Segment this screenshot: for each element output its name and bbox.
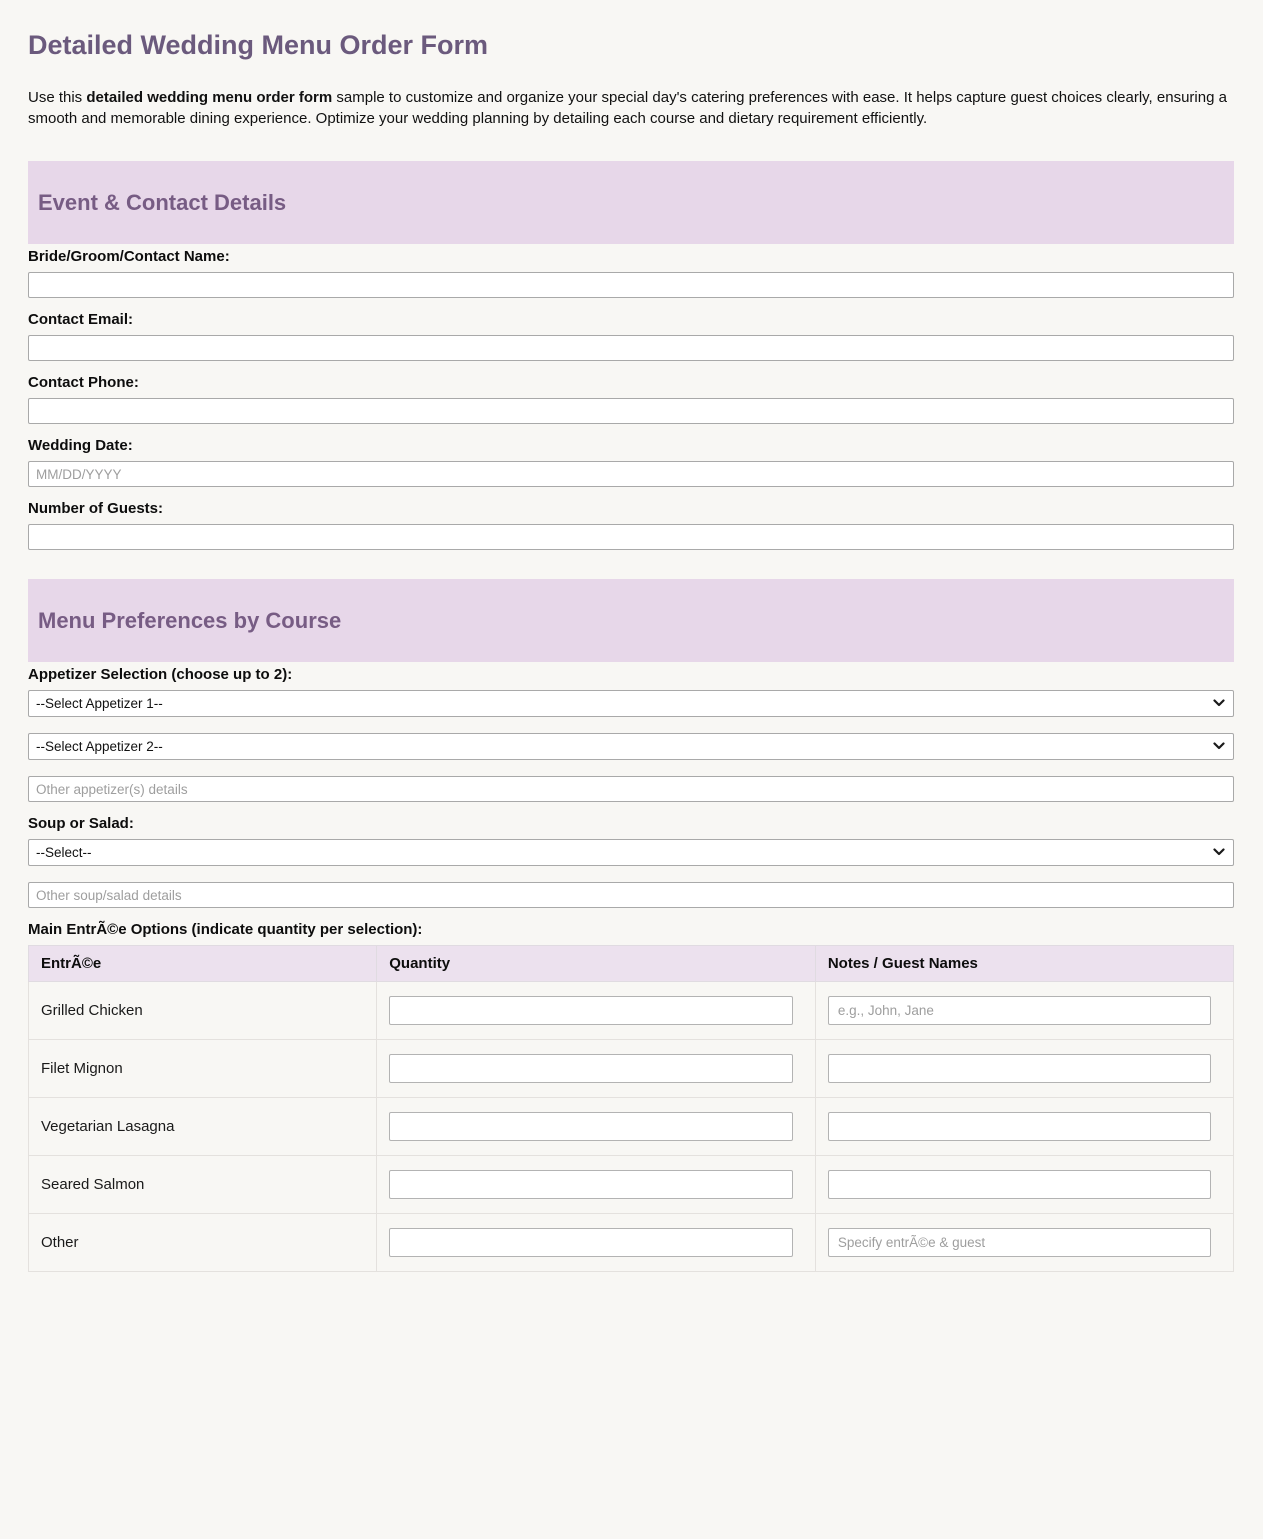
contact-email-label: Contact Email: — [28, 311, 134, 328]
field-number-of-guests — [28, 500, 1234, 550]
entree-name: Other — [29, 1214, 377, 1272]
table-header-row — [29, 946, 1234, 982]
wedding-date-label: Wedding Date: — [28, 437, 133, 454]
quantity-input-other[interactable] — [389, 1228, 793, 1257]
entree-name: Grilled Chicken — [29, 982, 377, 1040]
contact-email-input[interactable] — [28, 335, 1234, 361]
intro-text — [28, 87, 1234, 129]
appetizer-1-select[interactable] — [28, 690, 1234, 717]
quantity-input-vegetarian-lasagna[interactable] — [389, 1112, 793, 1141]
table-row-filet-mignon — [29, 1040, 1234, 1098]
quantity-input-seared-salmon[interactable] — [389, 1170, 793, 1199]
notes-input-other[interactable] — [828, 1228, 1211, 1257]
notes-column-header: Notes / Guest Names — [815, 946, 1233, 982]
appetizer-selection-label: Appetizer Selection (choose up to 2): — [28, 666, 293, 683]
notes-input-vegetarian-lasagna[interactable] — [828, 1112, 1211, 1141]
table-row-grilled-chicken — [29, 982, 1234, 1040]
quantity-input-filet-mignon[interactable] — [389, 1054, 793, 1083]
soup-or-salad-label: Soup or Salad: — [28, 815, 134, 832]
intro-pre: Use this — [28, 89, 87, 106]
table-row-seared-salmon — [29, 1156, 1234, 1214]
field-contact-phone — [28, 374, 1234, 424]
main-entree-options-label: Main EntrÃ©e Options (indicate quantity per selection): — [28, 921, 423, 938]
soup-or-salad-select[interactable] — [28, 839, 1234, 866]
entree-name: Vegetarian Lasagna — [29, 1098, 377, 1156]
contact-phone-input[interactable] — [28, 398, 1234, 424]
appetizer-1-select-wrap — [28, 690, 1234, 717]
notes-input-seared-salmon[interactable] — [828, 1170, 1211, 1199]
entree-column-header: EntrÃ©e — [29, 946, 377, 982]
table-row-vegetarian-lasagna — [29, 1098, 1234, 1156]
section-title-menu-preferences: Menu Preferences by Course — [38, 608, 342, 633]
field-contact-name — [28, 248, 1234, 298]
entree-options-table — [28, 945, 1234, 1272]
other-soup-salad-details-input[interactable] — [28, 882, 1234, 908]
page-title: Detailed Wedding Menu Order Form — [28, 30, 489, 60]
section-title-event-contact: Event & Contact Details — [38, 190, 287, 215]
number-of-guests-input[interactable] — [28, 524, 1234, 550]
contact-name-input[interactable] — [28, 272, 1234, 298]
contact-phone-label: Contact Phone: — [28, 374, 139, 391]
notes-input-filet-mignon[interactable] — [828, 1054, 1211, 1083]
section-header-menu-preferences — [28, 579, 1234, 662]
number-of-guests-label: Number of Guests: — [28, 500, 164, 517]
notes-input-grilled-chicken[interactable] — [828, 996, 1211, 1025]
contact-name-label: Bride/Groom/Contact Name: — [28, 248, 230, 265]
appetizer-2-select[interactable] — [28, 733, 1234, 760]
intro-bold: detailed wedding menu order form — [86, 89, 333, 106]
other-appetizer-details-input[interactable] — [28, 776, 1234, 802]
wedding-date-input[interactable] — [28, 461, 1234, 487]
entree-name: Filet Mignon — [29, 1040, 377, 1098]
quantity-column-header: Quantity — [377, 946, 816, 982]
appetizer-2-select-wrap — [28, 733, 1234, 760]
quantity-input-grilled-chicken[interactable] — [389, 996, 793, 1025]
entree-name: Seared Salmon — [29, 1156, 377, 1214]
intro-post: sample to customize and organize your special day's catering preferences with ease. It helps capture guest choices clearly, ensuring a smooth and memorable dining experience. Optimize your wedding planning by detailing each course and dietary requirement efficiently. — [28, 89, 1227, 127]
section-header-event-contact — [28, 161, 1234, 244]
field-wedding-date — [28, 437, 1234, 487]
field-contact-email — [28, 311, 1234, 361]
table-row-other — [29, 1214, 1234, 1272]
soup-or-salad-select-wrap — [28, 839, 1234, 866]
